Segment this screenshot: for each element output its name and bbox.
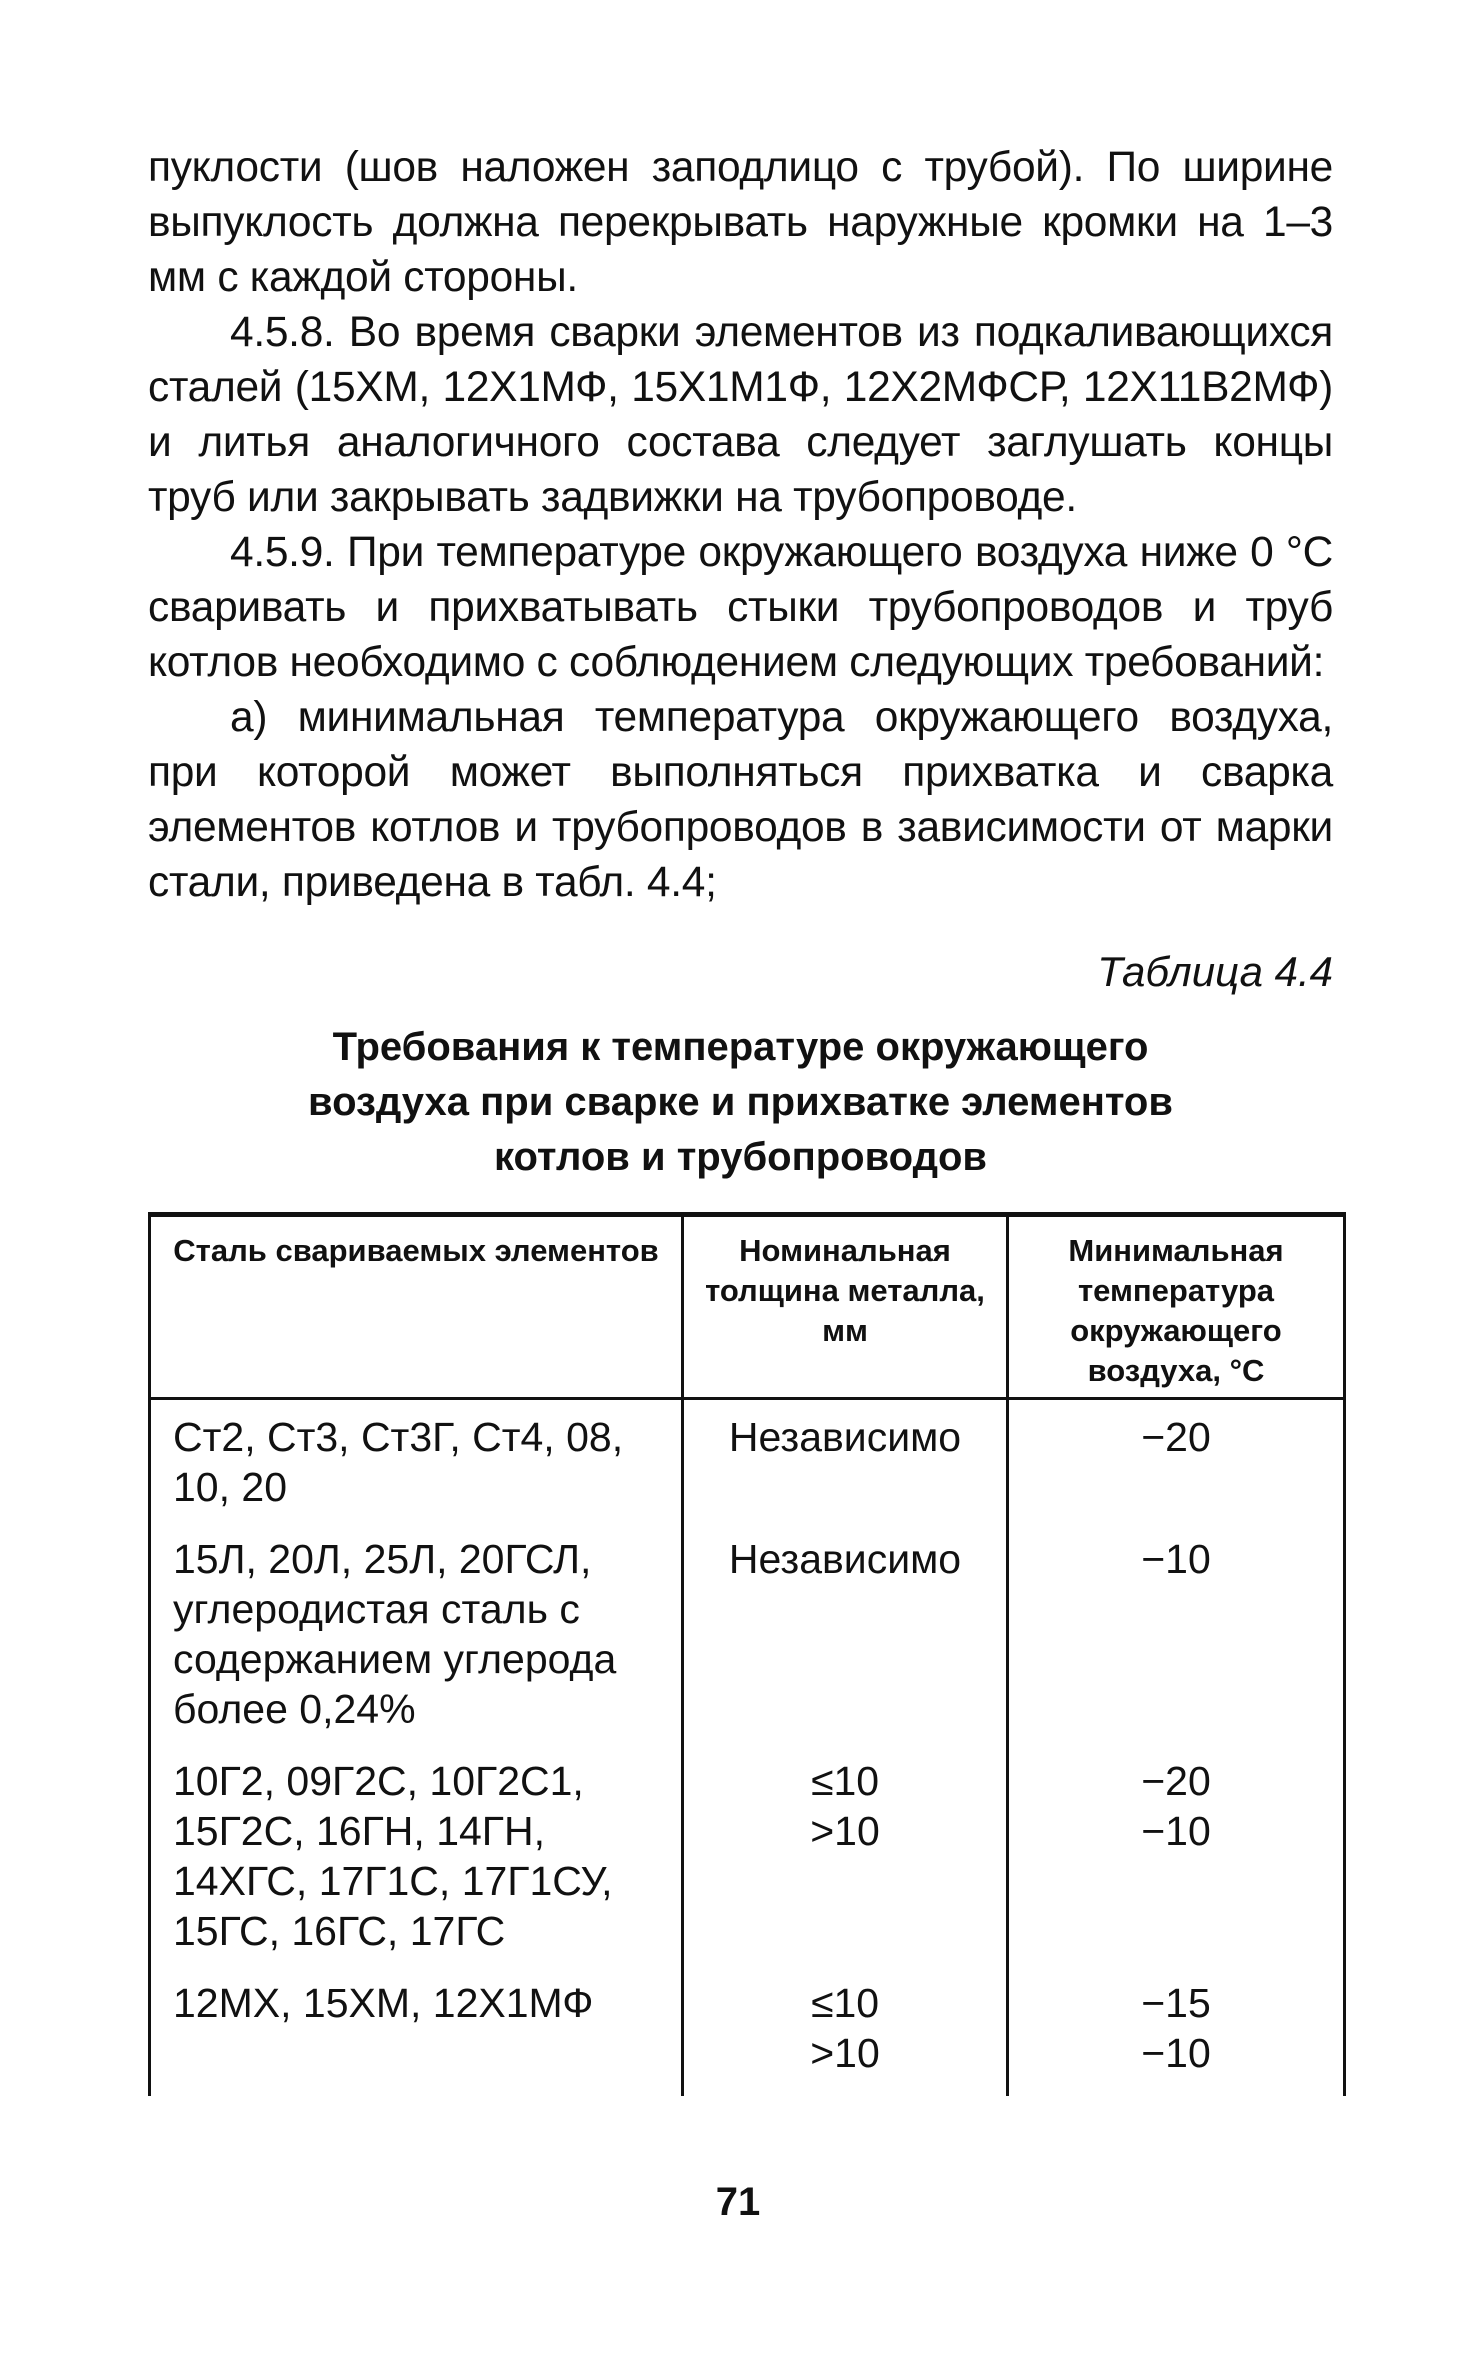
table-row: [150, 1752, 1345, 1974]
cell-thickness: [683, 1974, 1008, 2096]
cell-steel: 10Г2, 09Г2С, 10Г2С1, 15Г2С, 16ГН, 14ГН, 14ХГС, 17Г1С, 17Г1СУ, 15ГС, 16ГС, 17ГС: [150, 1752, 683, 1974]
table-title-line: воздуха при сварке и прихватке элементов: [308, 1080, 1173, 1124]
requirements-table: [148, 1212, 1343, 2076]
cell-temperature: [1008, 1399, 1345, 1531]
temperature-value: −10: [1141, 1536, 1211, 1582]
cell-temperature: [1008, 1530, 1345, 1752]
temperature-value: −15: [1141, 1980, 1211, 2026]
thickness-value: Независимо: [728, 1536, 962, 1582]
thickness-value: Независимо: [728, 1414, 962, 1460]
cell-temperature: [1008, 1974, 1345, 2096]
temperature-value: −10: [1141, 1808, 1211, 1854]
thickness-value: ≤10: [810, 1758, 880, 1804]
table-row: [150, 1399, 1345, 1531]
temperature-value: −20: [1141, 1758, 1211, 1804]
page-number: 71: [715, 2180, 761, 2224]
header-steel: Сталь свариваемых элементов: [150, 1215, 683, 1399]
table-header-row: [150, 1215, 1345, 1399]
thickness-value: >10: [810, 1808, 880, 1854]
temperature-value: −10: [1141, 2030, 1211, 2076]
cell-steel: 15Л, 20Л, 25Л, 20ГСЛ, углеродистая сталь с содержанием углерода более 0,24%: [150, 1530, 683, 1752]
cell-steel: 12МХ, 15ХМ, 12Х1МФ: [150, 1974, 683, 2096]
paragraph-continuation: пуклости (шов наложен заподлицо с трубой). По ширине выпуклость должна перекрывать наружные кромки на 1–3 мм с каждой стороны.: [148, 144, 1333, 301]
paragraph-4-5-8: 4.5.8. Во время сварки элементов из подкаливающихся сталей (15ХМ, 12Х1МФ, 15Х1М1Ф, 12Х2МФСР, 12Х11В2МФ) и литья аналогичного состава следует заглушать концы труб или закрывать задвижки на трубопроводе.: [148, 309, 1333, 521]
cell-thickness: [683, 1399, 1008, 1531]
temperature-value: −20: [1141, 1414, 1211, 1460]
paragraph-item-a: а) минимальная температура окружающего воздуха, при которой может выполняться прихватка и сварка элементов котлов и трубопроводов в зависимости от марки стали, приведена в табл. 4.4;: [148, 694, 1333, 906]
paragraph-4-5-9: 4.5.9. При температуре окружающего воздуха ниже 0 °С сваривать и прихватывать стыки трубопроводов и труб котлов необходимо с соблюдением следующих требований:: [148, 529, 1333, 686]
header-thickness: Номинальная толщина металла, мм: [683, 1215, 1008, 1399]
cell-thickness: [683, 1752, 1008, 1974]
cell-temperature: [1008, 1752, 1345, 1974]
cell-thickness: [683, 1530, 1008, 1752]
table-title: [148, 1020, 1333, 1185]
table-row: [150, 1974, 1345, 2096]
table-caption: Таблица 4.4: [1097, 948, 1333, 995]
cell-steel: Ст2, Ст3, Ст3Г, Ст4, 08, 10, 20: [150, 1399, 683, 1531]
header-temperature: Минимальная температура окружающего воздуха, °С: [1008, 1215, 1345, 1399]
thickness-value: >10: [810, 2030, 880, 2076]
table-title-line: котлов и трубопроводов: [493, 1135, 987, 1179]
table-title-line: Требования к температуре окружающего: [332, 1025, 1149, 1069]
thickness-value: ≤10: [810, 1980, 880, 2026]
table-row: [150, 1530, 1345, 1752]
